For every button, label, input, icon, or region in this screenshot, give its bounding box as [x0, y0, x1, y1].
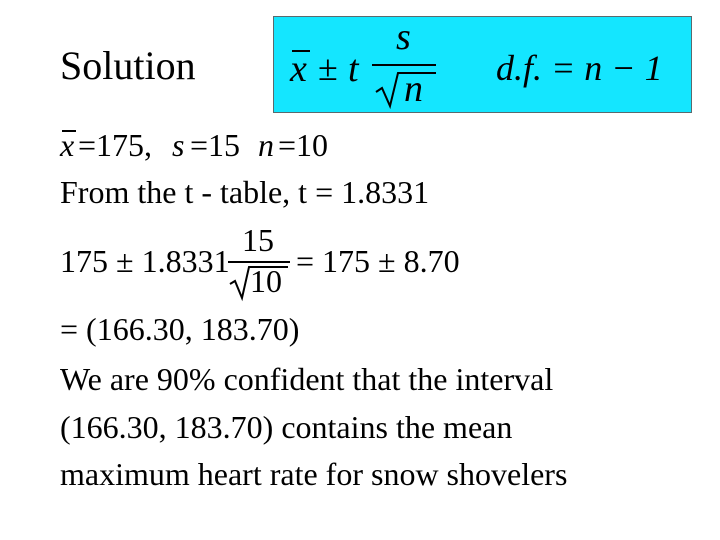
given-xbar-value: =175,: [78, 127, 153, 163]
formula-xbar: x: [290, 48, 307, 90]
formula-numerator: s: [396, 16, 411, 58]
given-xbar-bar: [62, 130, 76, 132]
formula-box: [273, 16, 692, 113]
t-table-line: From the t - table, t = 1.8331: [60, 174, 430, 210]
conclusion-line-2: (166.30, 183.70) contains the mean: [60, 409, 513, 445]
calc-left: 175 ± 1.8331: [60, 243, 230, 279]
formula-xbar-bar: [292, 50, 310, 52]
calc-numerator: 15: [242, 222, 274, 258]
formula-t: t: [348, 48, 359, 90]
given-n-value: =10: [278, 127, 329, 163]
calc-right: = 175 ± 8.70: [296, 243, 460, 279]
given-n-symbol: n: [258, 127, 274, 163]
given-s-symbol: s: [172, 127, 185, 163]
formula-df: d.f. = n − 1: [496, 48, 663, 88]
conclusion-line-1: We are 90% confident that the interval: [60, 361, 554, 397]
calc-denominator: 10: [250, 263, 282, 299]
formula-pm: ±: [318, 48, 338, 88]
formula-denominator: n: [404, 68, 423, 110]
formula-fraction-bar: [372, 64, 436, 66]
conclusion-line-3: maximum heart rate for snow shovelers: [60, 456, 568, 492]
slide-title: Solution: [60, 43, 196, 88]
interval-line: = (166.30, 183.70): [60, 311, 300, 347]
given-xbar-symbol: x: [60, 127, 75, 163]
given-s-value: =15: [190, 127, 241, 163]
